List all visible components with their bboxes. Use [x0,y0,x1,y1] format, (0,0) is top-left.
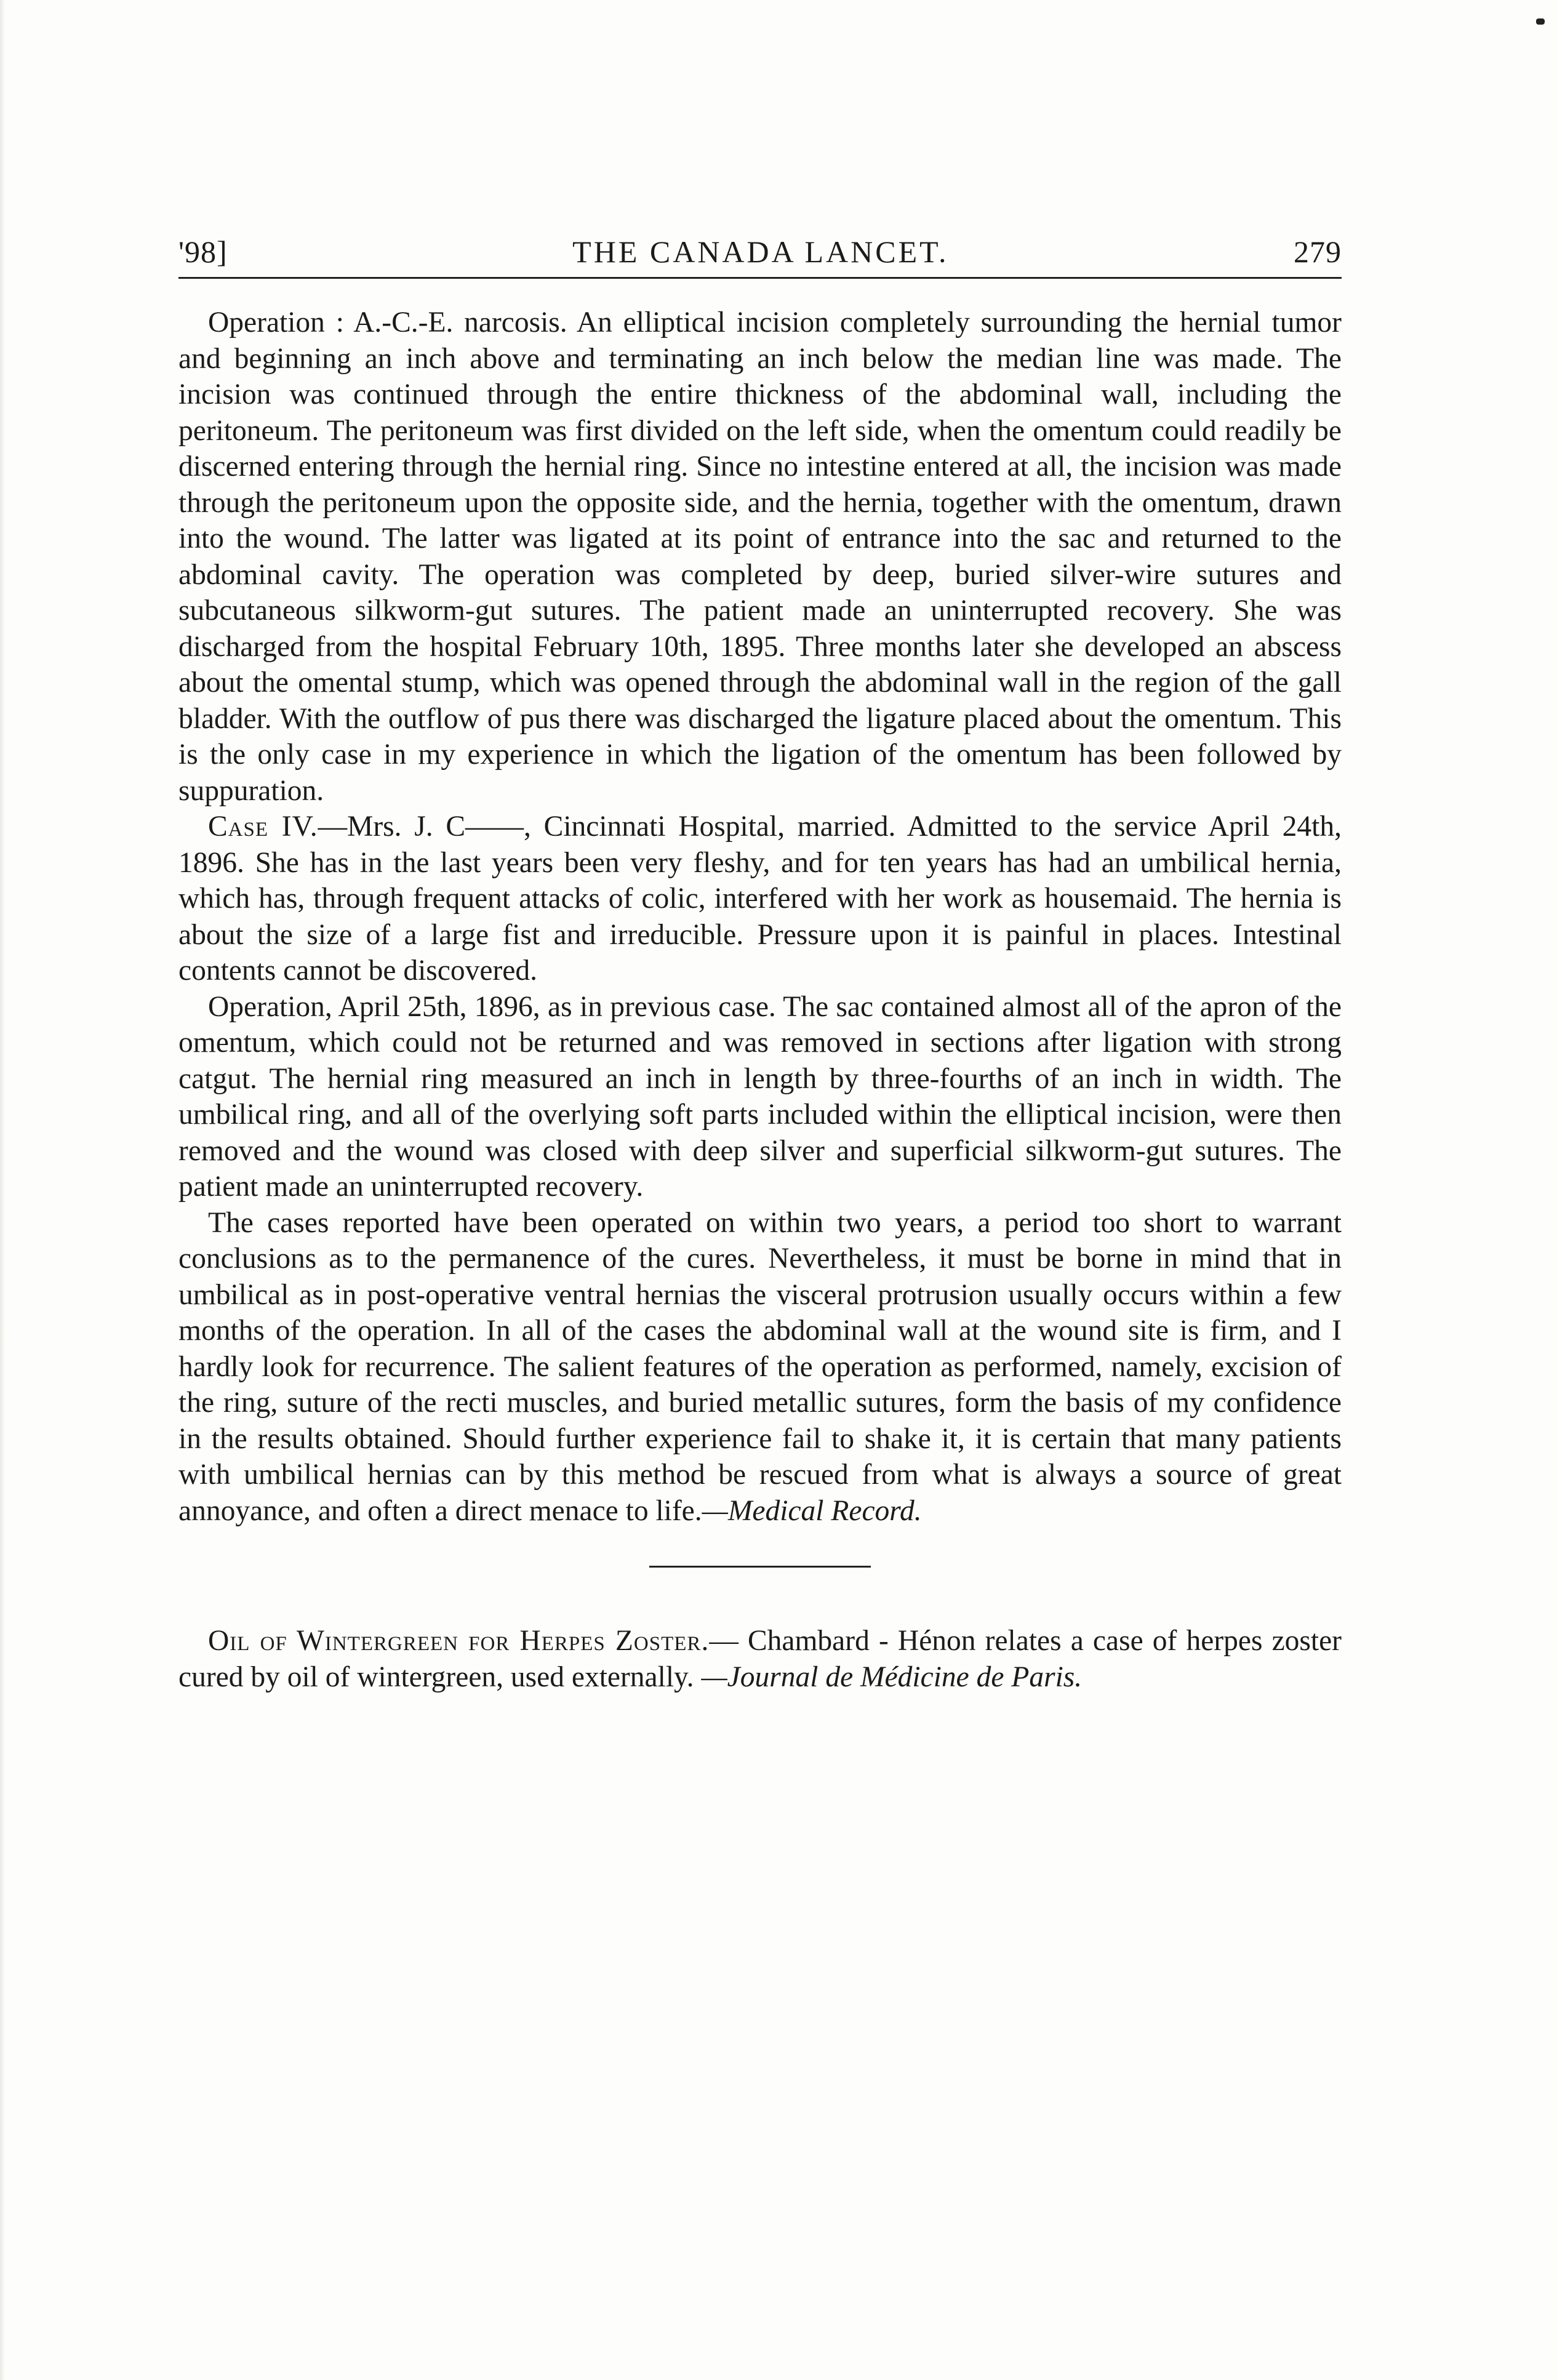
journal-page [178,234,1342,1695]
page-number: 279 [1293,234,1342,269]
paragraph-text: Operation, April 25th, 1896, as in previous case. The sac contained almost all of the apron of the omentum, which could not be returned and was removed in sections after ligation with strong catgut. The hernial ring measured an inch in length by three-fourths of an inch in width. The umbilical ring, and all of the overlying soft parts included within the elliptical incision, were then removed and the wound was closed with deep silver and superficial silkworm-gut sutures. The patient made an uninterrupted recovery. [178,990,1342,1203]
paragraph-text: —Mrs. J. C——, Cincinnati Hospital, married. Admitted to the service April 24th, 1896. She has in the last years been very fleshy, and for ten years has had an umbilical hernia, which has, through frequent attacks of colic, interfered with her work as housemaid. The hernia is about the size of a large fist and irreducible. Pressure upon it is painful in places. Intestinal contents cannot be discovered. [178,811,1342,987]
paragraph-case-iv [178,809,1342,989]
case-heading: Case IV. [208,811,318,843]
scan-edge [0,0,5,2380]
section-divider [649,1566,871,1568]
scan-mark [1536,18,1545,25]
running-head [178,234,1342,277]
paragraph-wintergreen [178,1623,1342,1695]
paragraph-operation [178,305,1342,809]
source-citation: —Journal de Médicine de Paris. [701,1661,1083,1693]
article-heading: Oil of Wintergreen for Herpes Zoster. [208,1625,710,1657]
header-rule [178,277,1342,279]
paragraph-text: Operation : A.-C.-E. narcosis. An elliptical incision completely surrounding the hernial tumor and beginning an inch above and terminating an inch below the median line was made. The incision was continued through the entire thickness of the abdominal wall, including the peritoneum. The peritoneum was first divided on the left side, when the omentum could readily be discerned entering through the hernial ring. Since no intestine entered at all, the incision was made through the peritoneum upon the opposite side, and the hernia, together with the omentum, drawn into the wound. The latter was ligated at its point of entrance into the sac and returned to the abdominal cavity. The operation was completed by deep, buried silver-wire sutures and subcutaneous silkworm-gut sutures. The patient made an uninterrupted recovery. She was discharged from the hospital February 10th, 1895. Three months later she developed an abscess about the omental stump, which was opened through the abdominal wall in the region of the gall bladder. With the outflow of pus there was discharged the ligature placed about the omentum. This is the only case in my experience in which the ligation of the omentum has been followed by suppuration. [178,307,1342,807]
paragraph-operation-2 [178,989,1342,1205]
source-citation: —Medical Record. [702,1494,922,1527]
paragraph-conclusion [178,1205,1342,1529]
header-year: '98] [178,234,228,269]
journal-title: THE CANADA LANCET. [572,234,949,269]
paragraph-text: The cases reported have been operated on within two years, a period too short to warrant conclusions as to the permanence of the cures. Nevertheless, it must be borne in mind that in umbilical as in post-operative ventral hernias the visceral protrusion usually occurs within a few months of the operation. In all of the cases the abdominal wall at the wound site is firm, and I hardly look for recurrence. The salient features of the operation as performed, namely, excision of the ring, suture of the recti muscles, and buried metallic sutures, form the basis of my confidence in the results obtained. Should further experience fail to shake it, it is certain that many patients with umbilical hernias can by this method be rescued from what is always a source of great annoyance, and often a direct menace to life. [178,1206,1342,1527]
paragraph-text: — Chambard - Hénon relates a case of herpes zoster cured by oil of wintergreen, used externally. [178,1625,1342,1693]
